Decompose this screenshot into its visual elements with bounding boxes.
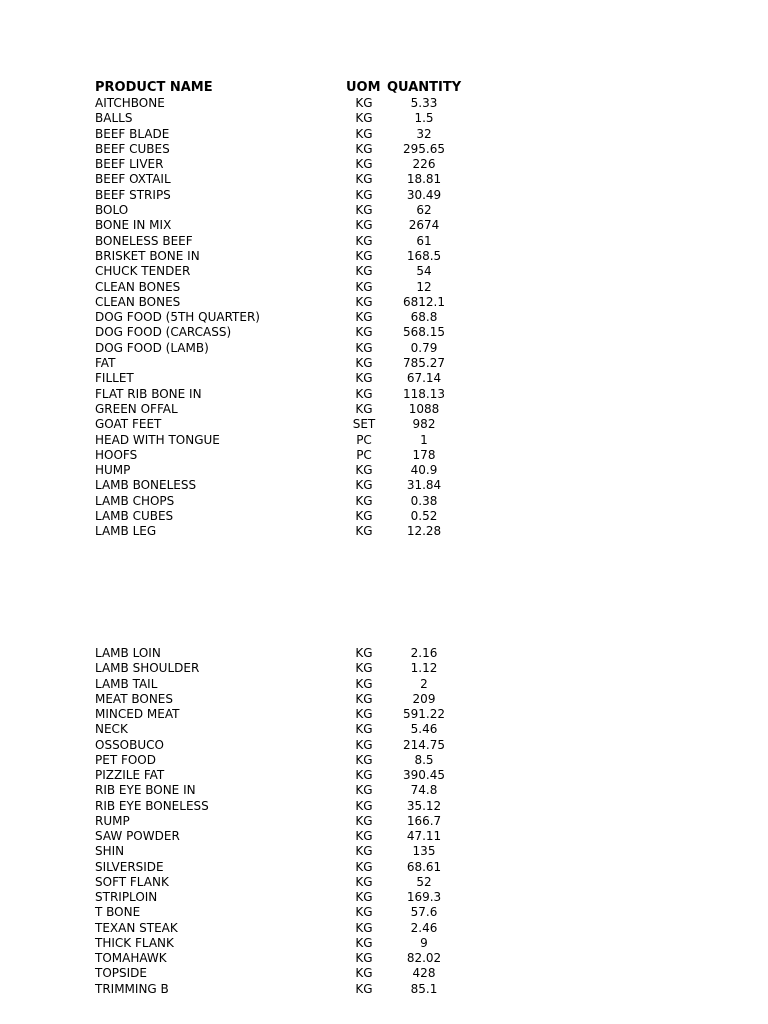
quantity-cell: 62 bbox=[416, 203, 432, 218]
product-name-header: PRODUCT NAME bbox=[95, 80, 213, 95]
product-name-cell: RIB EYE BONELESS bbox=[95, 798, 209, 813]
product-name-cell: LAMB BONELESS bbox=[95, 478, 197, 493]
quantity-cell: 61 bbox=[416, 233, 432, 248]
uom-cell: KG bbox=[355, 752, 373, 767]
product-name-cell: MINCED MEAT bbox=[95, 707, 180, 721]
quantity-cell: 178 bbox=[412, 447, 436, 462]
quantity-cell: 74.8 bbox=[410, 783, 438, 798]
product-name-cell: NECK bbox=[95, 722, 128, 737]
product-name-cell: RUMP bbox=[95, 813, 130, 828]
table-row bbox=[0, 417, 768, 432]
uom-cell: KG bbox=[355, 646, 373, 660]
table-row bbox=[0, 921, 768, 936]
uom-cell: KG bbox=[355, 310, 373, 325]
uom-cell: KG bbox=[355, 935, 373, 950]
quantity-cell: 8.5 bbox=[414, 752, 434, 767]
quantity-cell: 9 bbox=[420, 935, 428, 950]
quantity-cell: 12 bbox=[416, 279, 432, 294]
quantity-cell: 5.33 bbox=[410, 96, 438, 110]
table-row bbox=[0, 890, 768, 905]
table-row bbox=[0, 264, 768, 279]
uom-cell: KG bbox=[355, 951, 373, 965]
table-row bbox=[0, 966, 768, 981]
quantity-cell: 35.12 bbox=[406, 798, 442, 813]
quantity-cell: 226 bbox=[412, 157, 436, 172]
uom-cell: KG bbox=[355, 371, 373, 386]
quantity-header: QUANTITY bbox=[387, 80, 462, 95]
uom-cell: KG bbox=[355, 890, 373, 904]
quantity-cell: 1.5 bbox=[414, 111, 434, 126]
product-name-cell: HUMP bbox=[95, 463, 131, 478]
quantity-cell: 2.46 bbox=[410, 920, 438, 935]
table-row bbox=[0, 203, 768, 218]
product-name-cell: T BONE bbox=[95, 905, 141, 920]
uom-cell: KG bbox=[355, 524, 373, 539]
uom-cell: KG bbox=[355, 401, 373, 416]
quantity-cell: 428 bbox=[412, 966, 436, 981]
table-row bbox=[0, 249, 768, 264]
quantity-cell: 390.45 bbox=[403, 768, 445, 782]
table-row bbox=[0, 157, 768, 172]
table-row bbox=[0, 463, 768, 478]
product-name-cell: FILLET bbox=[95, 371, 134, 386]
product-name-cell: CLEAN BONES bbox=[95, 279, 181, 294]
quantity-cell: 0.52 bbox=[410, 509, 438, 524]
product-name-cell: GOAT FEET bbox=[95, 417, 162, 432]
product-name-cell: GREEN OFFAL bbox=[95, 401, 178, 416]
table-row bbox=[0, 448, 768, 463]
product-name-cell: MEAT BONES bbox=[95, 691, 173, 706]
uom-cell: PC bbox=[356, 432, 372, 447]
product-name-cell: FLAT RIB BONE IN bbox=[95, 386, 202, 401]
uom-cell: KG bbox=[355, 859, 373, 874]
uom-cell: KG bbox=[355, 111, 373, 126]
product-name-cell: BONELESS BEEF bbox=[95, 233, 193, 248]
product-name-cell: LAMB CHOPS bbox=[95, 493, 175, 508]
uom-cell: KG bbox=[355, 141, 373, 156]
uom-cell: KG bbox=[355, 187, 373, 202]
quantity-cell: 135 bbox=[412, 844, 436, 859]
table-row bbox=[0, 341, 768, 356]
product-name-cell: TEXAN STEAK bbox=[95, 920, 178, 935]
table-row bbox=[0, 96, 768, 111]
table-row bbox=[0, 402, 768, 417]
table-row bbox=[0, 936, 768, 951]
quantity-cell: 591.22 bbox=[403, 707, 445, 721]
quantity-cell: 82.02 bbox=[406, 951, 442, 965]
uom-cell: KG bbox=[355, 509, 373, 524]
uom-cell: KG bbox=[355, 920, 373, 935]
product-name-cell: BRISKET BONE IN bbox=[95, 248, 200, 263]
product-name-cell: FAT bbox=[95, 356, 116, 371]
quantity-cell: 168.5 bbox=[406, 248, 442, 263]
uom-cell: KG bbox=[355, 264, 373, 279]
table-row bbox=[0, 661, 768, 676]
product-name-cell: THICK FLANK bbox=[95, 935, 174, 950]
table-row bbox=[0, 387, 768, 402]
quantity-cell: 68.8 bbox=[410, 310, 438, 325]
uom-cell: KG bbox=[355, 126, 373, 141]
table-row bbox=[0, 371, 768, 386]
uom-cell: KG bbox=[355, 356, 373, 371]
product-name-cell: OSSOBUCO bbox=[95, 737, 164, 752]
uom-cell: KG bbox=[355, 966, 373, 981]
product-name-cell: BEEF OXTAIL bbox=[95, 172, 171, 187]
product-name-cell: BOLO bbox=[95, 203, 129, 218]
product-name-cell: DOG FOOD (5TH QUARTER) bbox=[95, 310, 260, 325]
uom-cell: KG bbox=[355, 493, 373, 508]
uom-header: UOM bbox=[346, 80, 381, 95]
quantity-cell: 0.79 bbox=[410, 340, 438, 355]
uom-cell: KG bbox=[355, 218, 373, 233]
product-name-cell: HOOFS bbox=[95, 447, 138, 462]
quantity-cell: 2 bbox=[420, 676, 428, 691]
quantity-cell: 1.12 bbox=[410, 661, 438, 676]
table-row bbox=[0, 478, 768, 493]
quantity-cell: 57.6 bbox=[410, 905, 438, 920]
table-row bbox=[0, 783, 768, 798]
table-row bbox=[0, 692, 768, 707]
quantity-cell: 54 bbox=[416, 264, 432, 279]
quantity-cell: 31.84 bbox=[406, 478, 442, 493]
uom-cell: KG bbox=[355, 478, 373, 493]
table-row bbox=[0, 280, 768, 295]
quantity-cell: 32 bbox=[416, 126, 432, 141]
uom-cell: KG bbox=[355, 874, 373, 889]
uom-cell: KG bbox=[355, 981, 373, 996]
uom-cell: KG bbox=[355, 386, 373, 401]
uom-cell: PC bbox=[356, 447, 372, 462]
table-row bbox=[0, 172, 768, 187]
quantity-cell: 118.13 bbox=[403, 386, 445, 401]
quantity-cell: 12.28 bbox=[406, 524, 442, 539]
table-row bbox=[0, 799, 768, 814]
product-name-cell: LAMB SHOULDER bbox=[95, 661, 200, 676]
product-name-cell: SAW POWDER bbox=[95, 829, 180, 843]
product-name-cell: AITCHBONE bbox=[95, 96, 165, 110]
table-row bbox=[0, 722, 768, 737]
quantity-cell: 785.27 bbox=[403, 356, 445, 371]
uom-cell: KG bbox=[355, 798, 373, 813]
product-name-cell: BEEF STRIPS bbox=[95, 187, 171, 202]
uom-cell: KG bbox=[355, 661, 373, 676]
table-row bbox=[0, 829, 768, 844]
product-name-cell: CHUCK TENDER bbox=[95, 264, 191, 279]
product-name-cell: DOG FOOD (LAMB) bbox=[95, 340, 209, 355]
table-row bbox=[0, 768, 768, 783]
uom-cell: KG bbox=[355, 294, 373, 309]
product-name-cell: BEEF BLADE bbox=[95, 126, 170, 141]
quantity-cell: 47.11 bbox=[406, 829, 442, 843]
table-row bbox=[0, 127, 768, 142]
quantity-cell: 40.9 bbox=[410, 463, 438, 478]
product-name-cell: TRIMMING B bbox=[95, 981, 169, 996]
uom-cell: KG bbox=[355, 829, 373, 843]
uom-cell: KG bbox=[355, 340, 373, 355]
table-row bbox=[0, 142, 768, 157]
product-name-cell: BONE IN MIX bbox=[95, 218, 172, 233]
product-name-cell: LAMB LEG bbox=[95, 524, 157, 539]
table-row bbox=[0, 905, 768, 920]
quantity-cell: 68.61 bbox=[406, 859, 442, 874]
table-row bbox=[0, 875, 768, 890]
uom-cell: KG bbox=[355, 248, 373, 263]
table-row bbox=[0, 738, 768, 753]
product-table-block-2 bbox=[0, 646, 768, 997]
product-name-cell: TOPSIDE bbox=[95, 966, 147, 981]
quantity-cell: 30.49 bbox=[406, 187, 442, 202]
quantity-cell: 0.38 bbox=[410, 493, 438, 508]
product-name-cell: TOMAHAWK bbox=[95, 951, 167, 965]
product-name-cell: LAMB TAIL bbox=[95, 676, 158, 691]
product-name-cell: PIZZILE FAT bbox=[95, 768, 165, 782]
uom-cell: KG bbox=[355, 325, 373, 340]
table-row bbox=[0, 951, 768, 966]
product-name-cell: LAMB LOIN bbox=[95, 646, 161, 660]
uom-cell: KG bbox=[355, 844, 373, 859]
product-name-cell: LAMB CUBES bbox=[95, 509, 174, 524]
product-name-cell: BEEF LIVER bbox=[95, 157, 164, 172]
quantity-cell: 214.75 bbox=[403, 737, 445, 752]
product-name-cell: SOFT FLANK bbox=[95, 874, 169, 889]
table-row bbox=[0, 860, 768, 875]
quantity-cell: 209 bbox=[412, 691, 436, 706]
table-row bbox=[0, 234, 768, 249]
uom-cell: KG bbox=[355, 157, 373, 172]
quantity-cell: 18.81 bbox=[406, 172, 442, 187]
uom-cell: KG bbox=[355, 96, 373, 110]
uom-cell: KG bbox=[355, 707, 373, 721]
quantity-cell: 295.65 bbox=[403, 141, 445, 156]
product-name-cell: RIB EYE BONE IN bbox=[95, 783, 196, 798]
quantity-cell: 6812.1 bbox=[403, 294, 445, 309]
uom-cell: KG bbox=[355, 463, 373, 478]
product-name-cell: PET FOOD bbox=[95, 752, 156, 767]
product-name-cell: HEAD WITH TONGUE bbox=[95, 432, 220, 447]
table-header bbox=[0, 80, 768, 96]
uom-cell: KG bbox=[355, 813, 373, 828]
uom-cell: KG bbox=[355, 783, 373, 798]
uom-cell: KG bbox=[355, 203, 373, 218]
table-row bbox=[0, 753, 768, 768]
uom-cell: KG bbox=[355, 676, 373, 691]
table-row bbox=[0, 295, 768, 310]
quantity-cell: 166.7 bbox=[406, 813, 442, 828]
product-name-cell: BEEF CUBES bbox=[95, 141, 170, 156]
uom-cell: KG bbox=[355, 233, 373, 248]
table-row bbox=[0, 356, 768, 371]
table-row bbox=[0, 188, 768, 203]
table-row bbox=[0, 844, 768, 859]
quantity-cell: 67.14 bbox=[406, 371, 442, 386]
product-name-cell: STRIPLOIN bbox=[95, 890, 158, 904]
product-name-cell: BALLS bbox=[95, 111, 133, 126]
product-name-cell: DOG FOOD (CARCASS) bbox=[95, 325, 232, 340]
quantity-cell: 2.16 bbox=[410, 646, 438, 660]
quantity-cell: 169.3 bbox=[406, 890, 442, 904]
uom-cell: SET bbox=[352, 417, 376, 432]
table-row bbox=[0, 524, 768, 539]
uom-cell: KG bbox=[355, 768, 373, 782]
uom-cell: KG bbox=[355, 172, 373, 187]
table-row bbox=[0, 509, 768, 524]
product-name-cell: CLEAN BONES bbox=[95, 294, 181, 309]
uom-cell: KG bbox=[355, 279, 373, 294]
quantity-cell: 1 bbox=[420, 432, 428, 447]
product-table-block-1 bbox=[0, 96, 768, 540]
uom-cell: KG bbox=[355, 905, 373, 920]
quantity-cell: 2674 bbox=[408, 218, 440, 233]
quantity-cell: 52 bbox=[416, 874, 432, 889]
product-name-cell: SHIN bbox=[95, 844, 125, 859]
product-name-cell: SILVERSIDE bbox=[95, 859, 164, 874]
table-row bbox=[0, 218, 768, 233]
uom-cell: KG bbox=[355, 737, 373, 752]
table-row bbox=[0, 310, 768, 325]
uom-cell: KG bbox=[355, 691, 373, 706]
quantity-cell: 982 bbox=[412, 417, 436, 432]
table-row bbox=[0, 433, 768, 448]
table-row bbox=[0, 707, 768, 722]
quantity-cell: 568.15 bbox=[403, 325, 445, 340]
table-row bbox=[0, 677, 768, 692]
quantity-cell: 85.1 bbox=[410, 981, 438, 996]
table-row bbox=[0, 111, 768, 126]
table-row bbox=[0, 494, 768, 509]
table-row bbox=[0, 646, 768, 661]
table-row bbox=[0, 325, 768, 340]
table-row bbox=[0, 814, 768, 829]
quantity-cell: 5.46 bbox=[410, 722, 438, 737]
uom-cell: KG bbox=[355, 722, 373, 737]
quantity-cell: 1088 bbox=[408, 401, 440, 416]
table-row bbox=[0, 982, 768, 997]
